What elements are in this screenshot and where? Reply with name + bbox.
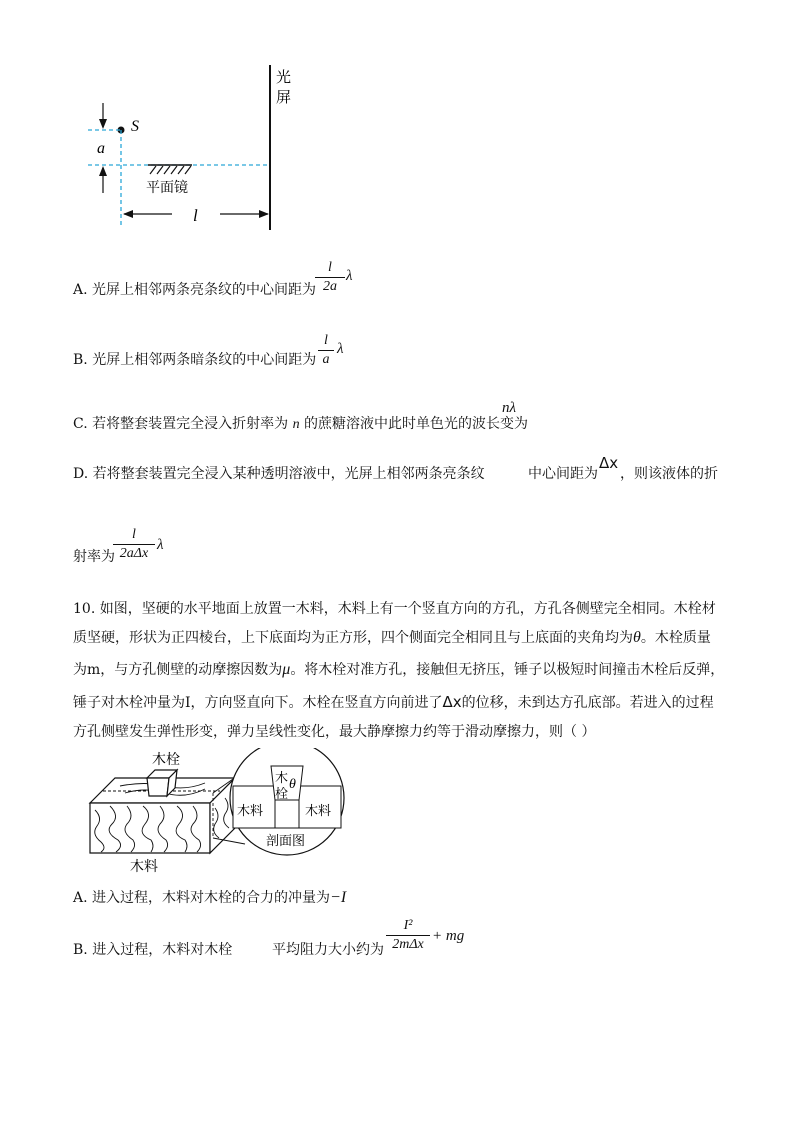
option-c-expression: nλ (502, 400, 516, 416)
section-theta: θ (289, 777, 296, 792)
arrow-down-head (99, 119, 107, 129)
length-l-label: l (193, 206, 198, 225)
option-a-text: A. 光屏上相邻两条亮条纹的中心间距为 (73, 282, 317, 298)
q10-line3-post: 。将木栓对准方孔，接触但无挤压，锤子以极短时间撞击木栓后反弹， (290, 662, 725, 678)
q10-line3 (73, 656, 724, 684)
option-a-fraction (315, 260, 345, 295)
option-c-text-pre: C. 若将整套装置完全浸入折射率为 (73, 416, 289, 432)
fraction-bar (386, 935, 430, 936)
q10-line2-post: 。木栓质量 (640, 630, 711, 646)
section-peg-label-1: 木 (275, 771, 289, 786)
option-b-fraction (318, 333, 334, 368)
option-d-text-post: ，则该液体的折 (620, 466, 718, 482)
option-b-q10 (73, 940, 232, 960)
section-peg-label-2: 栓 (275, 787, 289, 802)
mirror-label: 平面镜 (146, 180, 188, 196)
fraction-denominator: 2aΔx (119, 546, 149, 561)
length-arrow-left-head (123, 210, 133, 218)
fraction-denominator: 2mΔx (392, 937, 424, 952)
lloyd-mirror-diagram (80, 55, 310, 235)
q10-line2-pre: 质坚硬，形状为正四棱台，上下底面均为正方形，四个侧面完全相同且与上底面的夹角均为 (73, 630, 633, 646)
option-c-q9 (73, 414, 528, 435)
fraction-denominator: a (322, 352, 330, 367)
distance-a-label: a (97, 140, 105, 157)
section-wood-left-label: 木料 (237, 804, 264, 819)
q10-theta: θ (633, 629, 641, 646)
option-d-line2 (73, 547, 115, 567)
option-b-q10-text-pre: B. 进入过程，木料对木栓 (73, 942, 233, 958)
option-c-n: n (292, 417, 300, 432)
option-d-text-mid: 中心间距为 (528, 466, 598, 482)
fraction-bar (318, 350, 334, 351)
q10-line4-text: 锤子对木栓冲量为I，方向竖直向下。木栓在竖直方向前进了 (73, 695, 443, 711)
fraction-numerator: l (324, 333, 328, 348)
option-c-text-post: 的蔗糖溶液中此时单色光的波长变为 (304, 416, 529, 432)
option-b-text: B. 光屏上相邻两条暗条纹的中心间距为 (73, 352, 317, 368)
option-a-q10-text: A. 进入过程，木料对木栓的合力的冲量为 (73, 890, 331, 906)
option-d-q9 (73, 464, 485, 484)
option-b-lambda: λ (337, 341, 344, 357)
option-b-q10-post (272, 940, 384, 960)
section-wood-right-label: 木料 (305, 804, 332, 819)
option-a-q9 (73, 280, 316, 300)
arrow-up-head (99, 166, 107, 176)
option-d-post (620, 464, 718, 484)
peg-label: 木栓 (152, 752, 180, 768)
option-a-lambda: λ (346, 268, 353, 284)
option-d-dx: Δx (599, 454, 619, 472)
wood-block-front (90, 803, 210, 853)
q10-line1: 10. 如图，坚硬的水平地面上放置一木料，木料上有一个竖直方向的方孔，方孔各侧壁完全相同。木栓材 (73, 601, 716, 617)
screen-label-2: 屏 (276, 88, 292, 106)
fraction-numerator: l (132, 527, 136, 542)
option-d-text-pre: D. 若将整套装置完全浸入某种透明溶液中，光屏上相邻两条亮条纹 (73, 466, 485, 482)
option-b-q10-fraction (386, 918, 430, 953)
fraction-bar (315, 277, 345, 278)
section-caption: 剖面图 (266, 834, 306, 849)
source-label: S (131, 118, 139, 135)
fraction-numerator: I² (403, 918, 413, 933)
length-arrow-right-head (259, 210, 269, 218)
option-d-mid (528, 464, 598, 484)
option-b-q9 (73, 350, 316, 370)
q10-line5: 方孔侧壁发生弹性形变，弹力呈线性变化，最大静摩擦力约等于滑动摩擦力，则（ ） (73, 724, 596, 740)
screen-label-1: 光 (276, 68, 292, 86)
fraction-numerator: l (328, 260, 332, 275)
option-d-line2-text: 射率为 (73, 549, 115, 565)
wood-label: 木料 (130, 859, 158, 875)
q10-mu: μ (282, 661, 291, 678)
q10-dx: Δx (442, 693, 462, 711)
fraction-denominator: 2a (323, 279, 337, 294)
option-b-q10-tail: + mg (432, 928, 465, 944)
q10-line3-pre: 为m，与方孔侧壁的动摩擦因数为 (73, 662, 283, 678)
wood-peg-diagram (85, 748, 365, 878)
fraction-bar (113, 544, 155, 545)
peg-front (147, 778, 169, 796)
q10-line2 (73, 624, 711, 652)
q10-line4 (73, 688, 714, 717)
option-d-fraction (113, 527, 155, 562)
q10-line4-post: 的位移，未到达方孔底部。若进入的过程 (461, 695, 714, 711)
option-d-lambda: λ (157, 537, 164, 553)
option-a-q10-expr: −I (330, 889, 347, 906)
mirror-hatching (150, 166, 191, 174)
option-b-q10-text-post: 平均阻力大小约为 (272, 942, 384, 958)
option-a-q10 (73, 888, 346, 908)
